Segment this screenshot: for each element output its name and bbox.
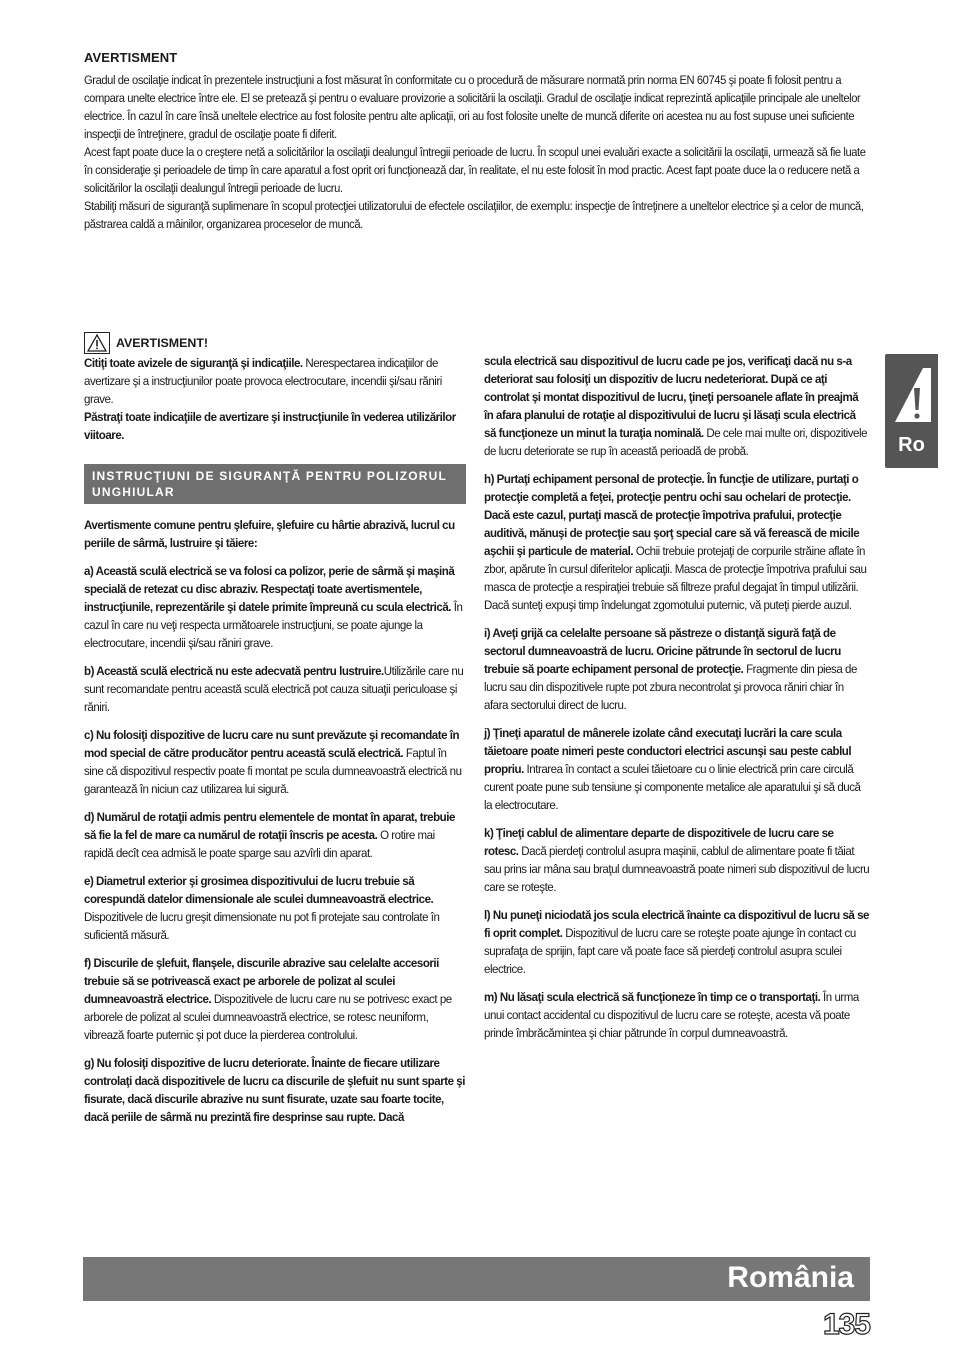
safety-item-f: f) Discurile de şlefuit, flanşele, discurile abrazive sau celelalte accesorii trebuie să se potrivească exact pe arborele de polizat al sculei dumneavoastră electrice. Dispozitivele de lucru care nu se potrivesc exact pe arborele de polizat al sculei dumneavoastră electrice, se rotesc neuniform, vibrează foarte puternic şi pot duce la pierderea controlului. [84,956,452,1042]
page-number: 135 [822,1308,870,1341]
safety-item-e: e) Diametrul exterior şi grosimea dispozitivului de lucru trebuie să corespundă datelor dimensionale ale sculei dumneavoastră electrice. Dispozitivele de lucru greşit dimensionate nu pot fi protejate sau controlate în suficientă măsură. [84,874,440,942]
safety-item-g: g) Nu folosiţi dispozitive de lucru deteriorate. Înainte de fiecare utilizare controlaţi dacă dispozitivele de lucru ca discurile de şlefuit nu sunt sparte şi fisurate, dacă discurile abrazive nu sunt fisurate, uzate sau foarte tocite, dacă periile de sârmă nu prezintă fire desprinse sau rupte. Dacă [84,1056,465,1124]
warning-exclamation-icon [893,366,933,429]
footer-country-bar [83,1257,870,1301]
safety-item-k: k) Ţineţi cablul de alimentare departe de dispozitivele de lucru care se rotesc. Dacă pierdeţi controlul asupra maşinii, cablul de alimentare poate fi tăiat sau prins iar mâna sau braţul dumneavoastră poate nimeri sub dispozitivul de lucru care se roteşte. [484,826,870,894]
safety-item-b: b) Această sculă electrică nu este adecvată pentru lustruire.Utilizările care nu sunt recomandate pentru această sculă electrică pot cauza situaţii periculoase şi răniri. [84,664,464,714]
common-warnings-heading: Avertismente comune pentru şlefuire, şlefuire cu hârtie abrazivă, lucrul cu periile de sârmă, lustruire şi tăiere: [84,518,455,550]
warning-triangle-icon [84,332,110,354]
safety-item-l: l) Nu puneţi niciodată jos scula electrică înainte ca dispozitivul de lucru să se fi oprit complet. Dispozitivul de lucru care se roteşte poate ajunge în contact cu suprafaţa de sprijin, fapt care vă poate face să pierdeţi controlul asupra sculei electrice. [484,908,869,976]
left-column [84,332,466,1136]
safety-item-c: c) Nu folosiţi dispozitive de lucru care nu sunt prevăzute şi recomandate în mod special de către producător pentru această sculă electrică. Faptul în sine că dispozitivul respectiv poate fi montat pe scula dumneavoastră electrică nu garantează în niciun caz utilizarea lui sigură. [84,728,462,796]
read-instructions-paragraph [84,354,466,408]
section-title-bar: INSTRUCŢIUNI DE SIGURANŢĂ PENTRU POLIZORUL UNGHIULAR [84,464,466,504]
safety-item-h: h) Purtaţi echipament personal de protecţie. În funcţie de utilizare, purtaţi o protecţie completă a feţei, protecţie pentru ochi sau ochelari de protecţie. Dacă este cazul, purtaţi mască de protecţie împotriva prafului, protecţie auditivă, mănuşi de protecţie sau şorţ special care să vă ferească de micile aşchii şi particule de material. Ochii trebuie protejaţi de corpurile străine aflate în zbor, apărute în cursul diferitelor aplicaţii. Masca de protecţie împotriva prafului sau masca de protecţie a respiraţiei trebuie să filtreze praful degajat în timpul utilizării. Dacă sunteţi expuşi timp îndelungat zgomotului puternic, vă puteţi pierde auzul. [484,472,867,612]
vibration-warning-heading: AVERTISMENT [84,50,178,65]
vibration-paragraph: Gradul de oscilaţie indicat în prezentele instrucţiuni a fost măsurat în conformitate cu o procedură de măsurare normată prin norma EN 60745 şi poate fi folosit pentru a compara unelte electrice între ele. El se pretează şi pentru o evaluare provizorie a solicitării la oscilaţii. Gradul de oscilaţie indicat reprezintă aplicaţiile principale ale uneltelor electrice. În cazul în care însă uneltele electrice au fost folosite pentru alte aplicaţii, ori au fost folosite unelte de muncă diferite ori acestea nu au fost supuse unei suficiente inspecţii de întreţinere, gradul de oscilaţie poate fi diferit. [84,73,861,141]
right-column [484,352,870,1052]
read-instructions-bold: Citiţi toate avizele de siguranţă şi indicaţiile. [84,356,303,370]
keep-instructions-paragraph [84,408,466,444]
safety-item-m: m) Nu lăsaţi scula electrică să funcţioneze în timp ce o transportaţi. În urma unui contact accidental cu dispozitivul de lucru care se roteşte, acesta vă poate prinde îmbrăcămintea şi chiar pătrunde în corpul dumneavoastră. [484,990,859,1040]
read-instructions-text: Nerespectarea indicaţiilor de avertizare şi a instrucţiunilor poate provoca electrocutare, incendii şi/sau răniri grave. [84,356,442,406]
vibration-warning-section [84,50,869,233]
safety-item-a: a) Această sculă electrică se va folosi ca polizor, perie de sârmă şi maşină specială de retezat cu disc abraziv. Respectaţi toate avertismentele, instrucţiunile, reprezentările şi datele primite împreună cu scula electrică. În cazul în care nu veţi respecta următoarele instrucţiuni, se poate ajunge la electrocutare, incendii şi/sau răniri grave. [84,564,463,650]
safety-item-g-continued: scula electrică sau dispozitivul de lucru cade pe jos, verificaţi dacă nu s-a deteriorat sau folosiţi un dispozitiv de lucru nedeteriorat. După ce aţi controlat şi montat dispozitivul de lucru, ţineţi persoanele aflate în preajmă în afara planului de rotaţie al dispozitivului de lucru şi lăsaţi scula electrică să funcţioneze un minut la turaţia nominală. De cele mai multe ori, dispozitivele de lucru deteriorate se rup în această perioadă de probă. [484,354,868,458]
warning-heading-text: AVERTISMENT! [116,336,209,350]
language-side-tab [885,354,938,468]
language-code: Ro [898,434,925,456]
safety-item-d: d) Numărul de rotaţii admis pentru elementele de montat în aparat, trebuie să fie la fel de mare ca numărul de rotaţii înscris pe acesta. O rotire mai rapidă decît cea admisă le poate sparge sau azvîrli din aparat. [84,810,455,860]
warning-heading [84,332,466,354]
vibration-paragraph: Stabiliţi măsuri de siguranţă suplimenare în scopul protecţiei utilizatorului de efectele oscilaţiilor, de exemplu: inspecţie de întreţinere a uneltelor electrice şi a celor de muncă, păstrarea caldă a mâinilor, organizarea proceselor de muncă. [84,199,864,231]
vibration-paragraph: Acest fapt poate duce la o creştere netă a solicitărilor la oscilaţii dealungul întregii perioade de lucru. În scopul unei evaluări exacte a solicitării la oscilaţii, urmează să fie luate în consideraţie şi perioadele de timp în care aparatul a fost oprit ori funcţionează dar, în realitate, el nu este folosit în mod practic. Acest fapt poate duce la o reducere netă a solicitărilor la oscilaţii dealungul întregii perioade de lucru. [84,145,866,195]
country-label: România [727,1261,854,1294]
safety-item-i: i) Aveţi grijă ca celelalte persoane să păstreze o distanţă sigură faţă de sectorul dumneavoastră de lucru. Oricine pătrunde în sectorul de lucru trebuie să poarte echipament personal de protecţie. Fragmente din piesa de lucru sau din dispozitivele rupte pot zbura necontrolat şi provoca răniri chiar în afara sectorului direct de lucru. [484,626,857,712]
keep-instructions-bold: Păstraţi toate indicaţiile de avertizare şi instrucţiunile în vederea utilizărilor viitoare. [84,410,456,442]
safety-item-j: j) Ţineţi aparatul de mânerele izolate când executaţi lucrări la care scula tăietoare poate nimeri peste conductori electrici ascunşi sau peste cablul propriu. Intrarea în contact a sculei tăietoare cu o linie electrică prin care circulă curent poate pune sub tensiune şi componente metalice ale aparatului şi să ducă la electrocutare. [484,726,861,812]
